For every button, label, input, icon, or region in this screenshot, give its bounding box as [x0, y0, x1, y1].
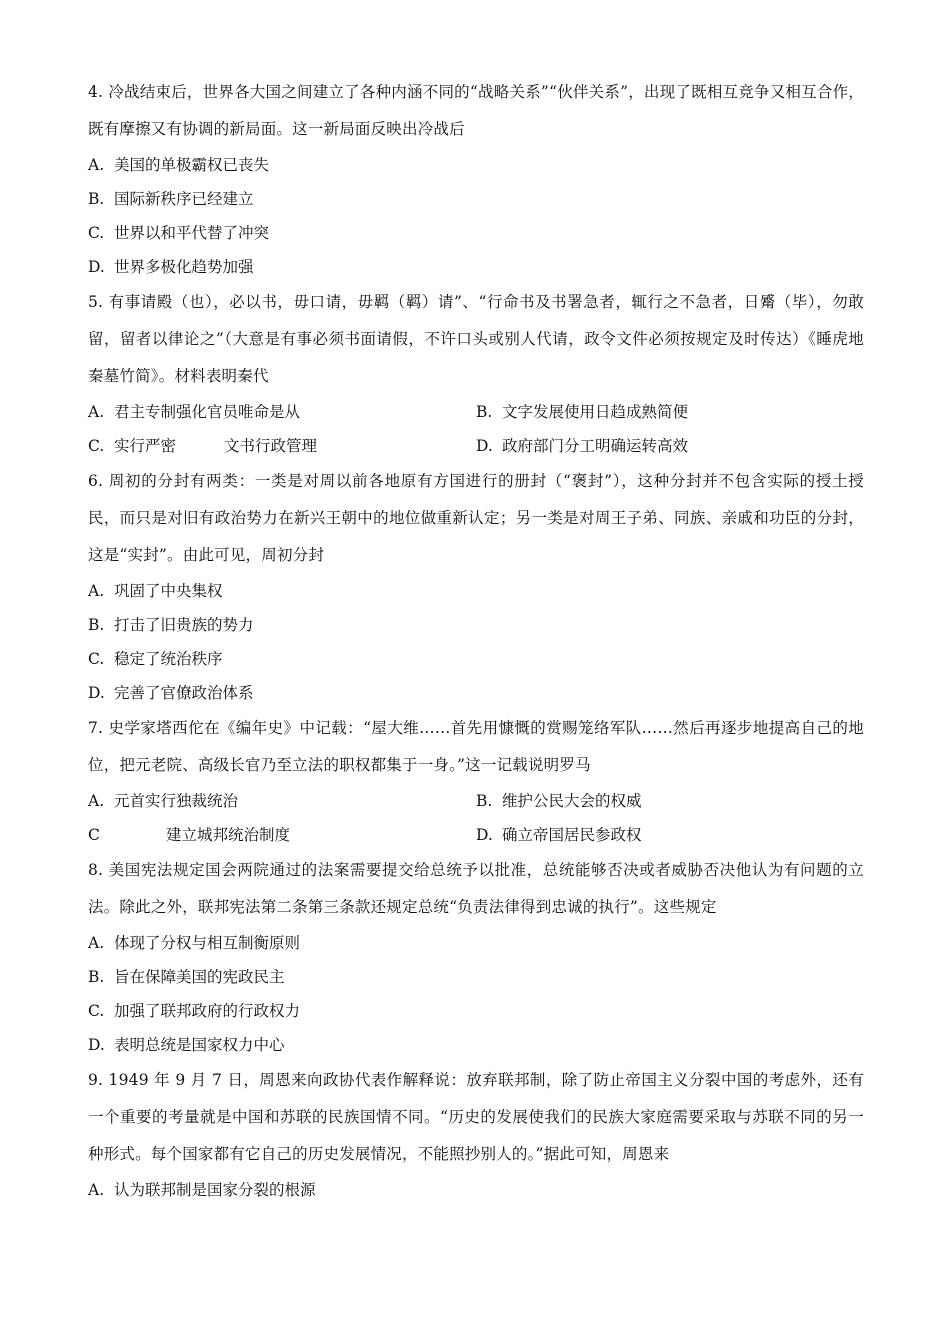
option-letter: A. [88, 792, 105, 810]
option-text: 美国的单极霸权已丧失 [114, 156, 270, 174]
option-text: 确立帝国居民参政权 [502, 826, 642, 844]
question-6-option-b[interactable] [88, 608, 864, 642]
option-text: 认为联邦制是国家分裂的根源 [114, 1181, 316, 1199]
option-letter: D. [88, 684, 105, 702]
question-8-option-a[interactable] [88, 926, 864, 960]
question-5-option-d[interactable] [476, 429, 864, 463]
option-letter: D. [476, 437, 493, 455]
question-9-stem: 9. 1949 年 9 月 7 日，周恩来向政协代表作解释说：放弃联邦制，除了防止帝国主义分裂中国的考虑外，还有一个重要的考量就是中国和苏联的民族国情不同。“历史的发展使我们的民族大家庭需要采取与苏联不同的另一种形式。每个国家都有它自己的历史发展情况，不能照抄别人的。”据此可知，周恩来 [88, 1071, 864, 1163]
option-letter: A. [88, 582, 105, 600]
question-7-option-row-1 [88, 784, 864, 818]
question-7-option-b[interactable] [476, 784, 864, 818]
option-letter: B. [88, 616, 105, 634]
question-5-option-c[interactable] [88, 429, 476, 463]
question-4-option-c[interactable] [88, 216, 864, 250]
option-text: 文字发展使用日趋成熟简便 [502, 403, 689, 421]
option-text: 体现了分权与相互制衡原则 [114, 934, 301, 952]
question-6-stem: 6. 周初的分封有两类：一类是对周以前各地原有方国进行的册封（“褒封”），这种分封并不包含实际的授土授民，而只是对旧有政治势力在新兴王朝中的地位做重新认定；另一类是对周王子弟、同族、亲戚和功臣的分封，这是“实封”。由此可见，周初分封 [88, 472, 864, 564]
option-text: 表明总统是国家权力中心 [114, 1036, 285, 1054]
option-letter: A. [88, 1181, 105, 1199]
option-letter: A. [88, 403, 105, 421]
question-5-option-row-1 [88, 395, 864, 429]
option-letter: C. [88, 224, 105, 242]
question-6-option-d[interactable] [88, 676, 864, 710]
question-4-option-a[interactable] [88, 148, 864, 182]
option-letter: C. [88, 650, 105, 668]
option-text: 维护公民大会的权威 [502, 792, 642, 810]
option-letter: B. [476, 403, 493, 421]
option-text: 完善了官僚政治体系 [114, 684, 254, 702]
question-6-option-a[interactable] [88, 574, 864, 608]
option-letter: B. [476, 792, 493, 810]
option-text: 稳定了统治秩序 [114, 650, 223, 668]
question-5-option-b[interactable] [476, 395, 864, 429]
option-letter: A. [88, 934, 105, 952]
option-text: 旨在保障美国的宪政民主 [114, 968, 285, 986]
option-text: 世界多极化趋势加强 [114, 258, 254, 276]
option-letter: C. [88, 437, 105, 455]
question-7-option-a[interactable] [88, 784, 476, 818]
option-letter: D. [476, 826, 493, 844]
question-9-option-a[interactable] [88, 1173, 864, 1207]
question-7-option-row-2 [88, 818, 864, 852]
option-text: 君主专制强化官员唯命是从 [114, 403, 301, 421]
question-5-stem: 5. 有事请殿（也），必以书，毋口请，毋羁（羁）请”、“行命书及书署急者，辄行之不急者，日觱（毕），勿敢留，留者以律论之”（大意是有事必须书面请假，不许口头或别人代请，政令文件必须按规定及时传达）《睡虎地秦墓竹简》。材料表明秦代 [88, 293, 864, 385]
question-8-stem: 8. 美国宪法规定国会两院通过的法案需要提交给总统予以批准，总统能够否决或者威胁否决他认为有问题的立法。除此之外，联邦宪法第二条第三条款还规定总统“负责法律得到忠诚的执行”。这些规定 [88, 861, 864, 916]
option-letter: B. [88, 190, 105, 208]
question-4-option-b[interactable] [88, 182, 864, 216]
question-7-stem: 7. 史学家塔西佗在《编年史》中记载：“屋大维……首先用慷慨的赏赐笼络军队……然后再逐步地提高自己的地位，把元老院、高级长官乃至立法的职权都集于一身。”这一记载说明罗马 [88, 719, 864, 774]
question-6-option-c[interactable] [88, 642, 864, 676]
option-letter: C. [88, 1002, 105, 1020]
option-letter: D. [88, 1036, 105, 1054]
option-text: 政府部门分工明确运转高效 [502, 437, 689, 455]
question-4-option-d[interactable] [88, 250, 864, 284]
option-text: 打击了旧贵族的势力 [114, 616, 254, 634]
question-7-option-c[interactable] [88, 818, 476, 852]
question-8-option-b[interactable] [88, 960, 864, 994]
option-letter: D. [88, 258, 105, 276]
option-text-cont: 文书行政管理 [224, 437, 318, 455]
question-8-option-c[interactable] [88, 994, 864, 1028]
option-text: 国际新秩序已经建立 [114, 190, 254, 208]
question-7-option-d[interactable] [476, 818, 864, 852]
option-text: 元首实行独裁统治 [114, 792, 239, 810]
option-letter: C [88, 826, 100, 844]
option-text: 世界以和平代替了冲突 [114, 224, 270, 242]
question-4-stem: 4. 冷战结束后，世界各大国之间建立了各种内涵不同的“战略关系”“伙伴关系”，出现了既相互竞争又相互合作，既有摩擦又有协调的新局面。这一新局面反映出冷战后 [88, 83, 864, 138]
question-8-option-d[interactable] [88, 1028, 864, 1062]
option-text: 建立城邦统治制度 [166, 826, 291, 844]
question-5-option-a[interactable] [88, 395, 476, 429]
option-letter: B. [88, 968, 105, 986]
option-text: 加强了联邦政府的行政权力 [114, 1002, 301, 1020]
option-letter: A. [88, 156, 105, 174]
option-text: 实行严密 [114, 437, 177, 455]
option-text: 巩固了中央集权 [114, 582, 223, 600]
exam-page [88, 74, 864, 1207]
question-5-option-row-2 [88, 429, 864, 463]
